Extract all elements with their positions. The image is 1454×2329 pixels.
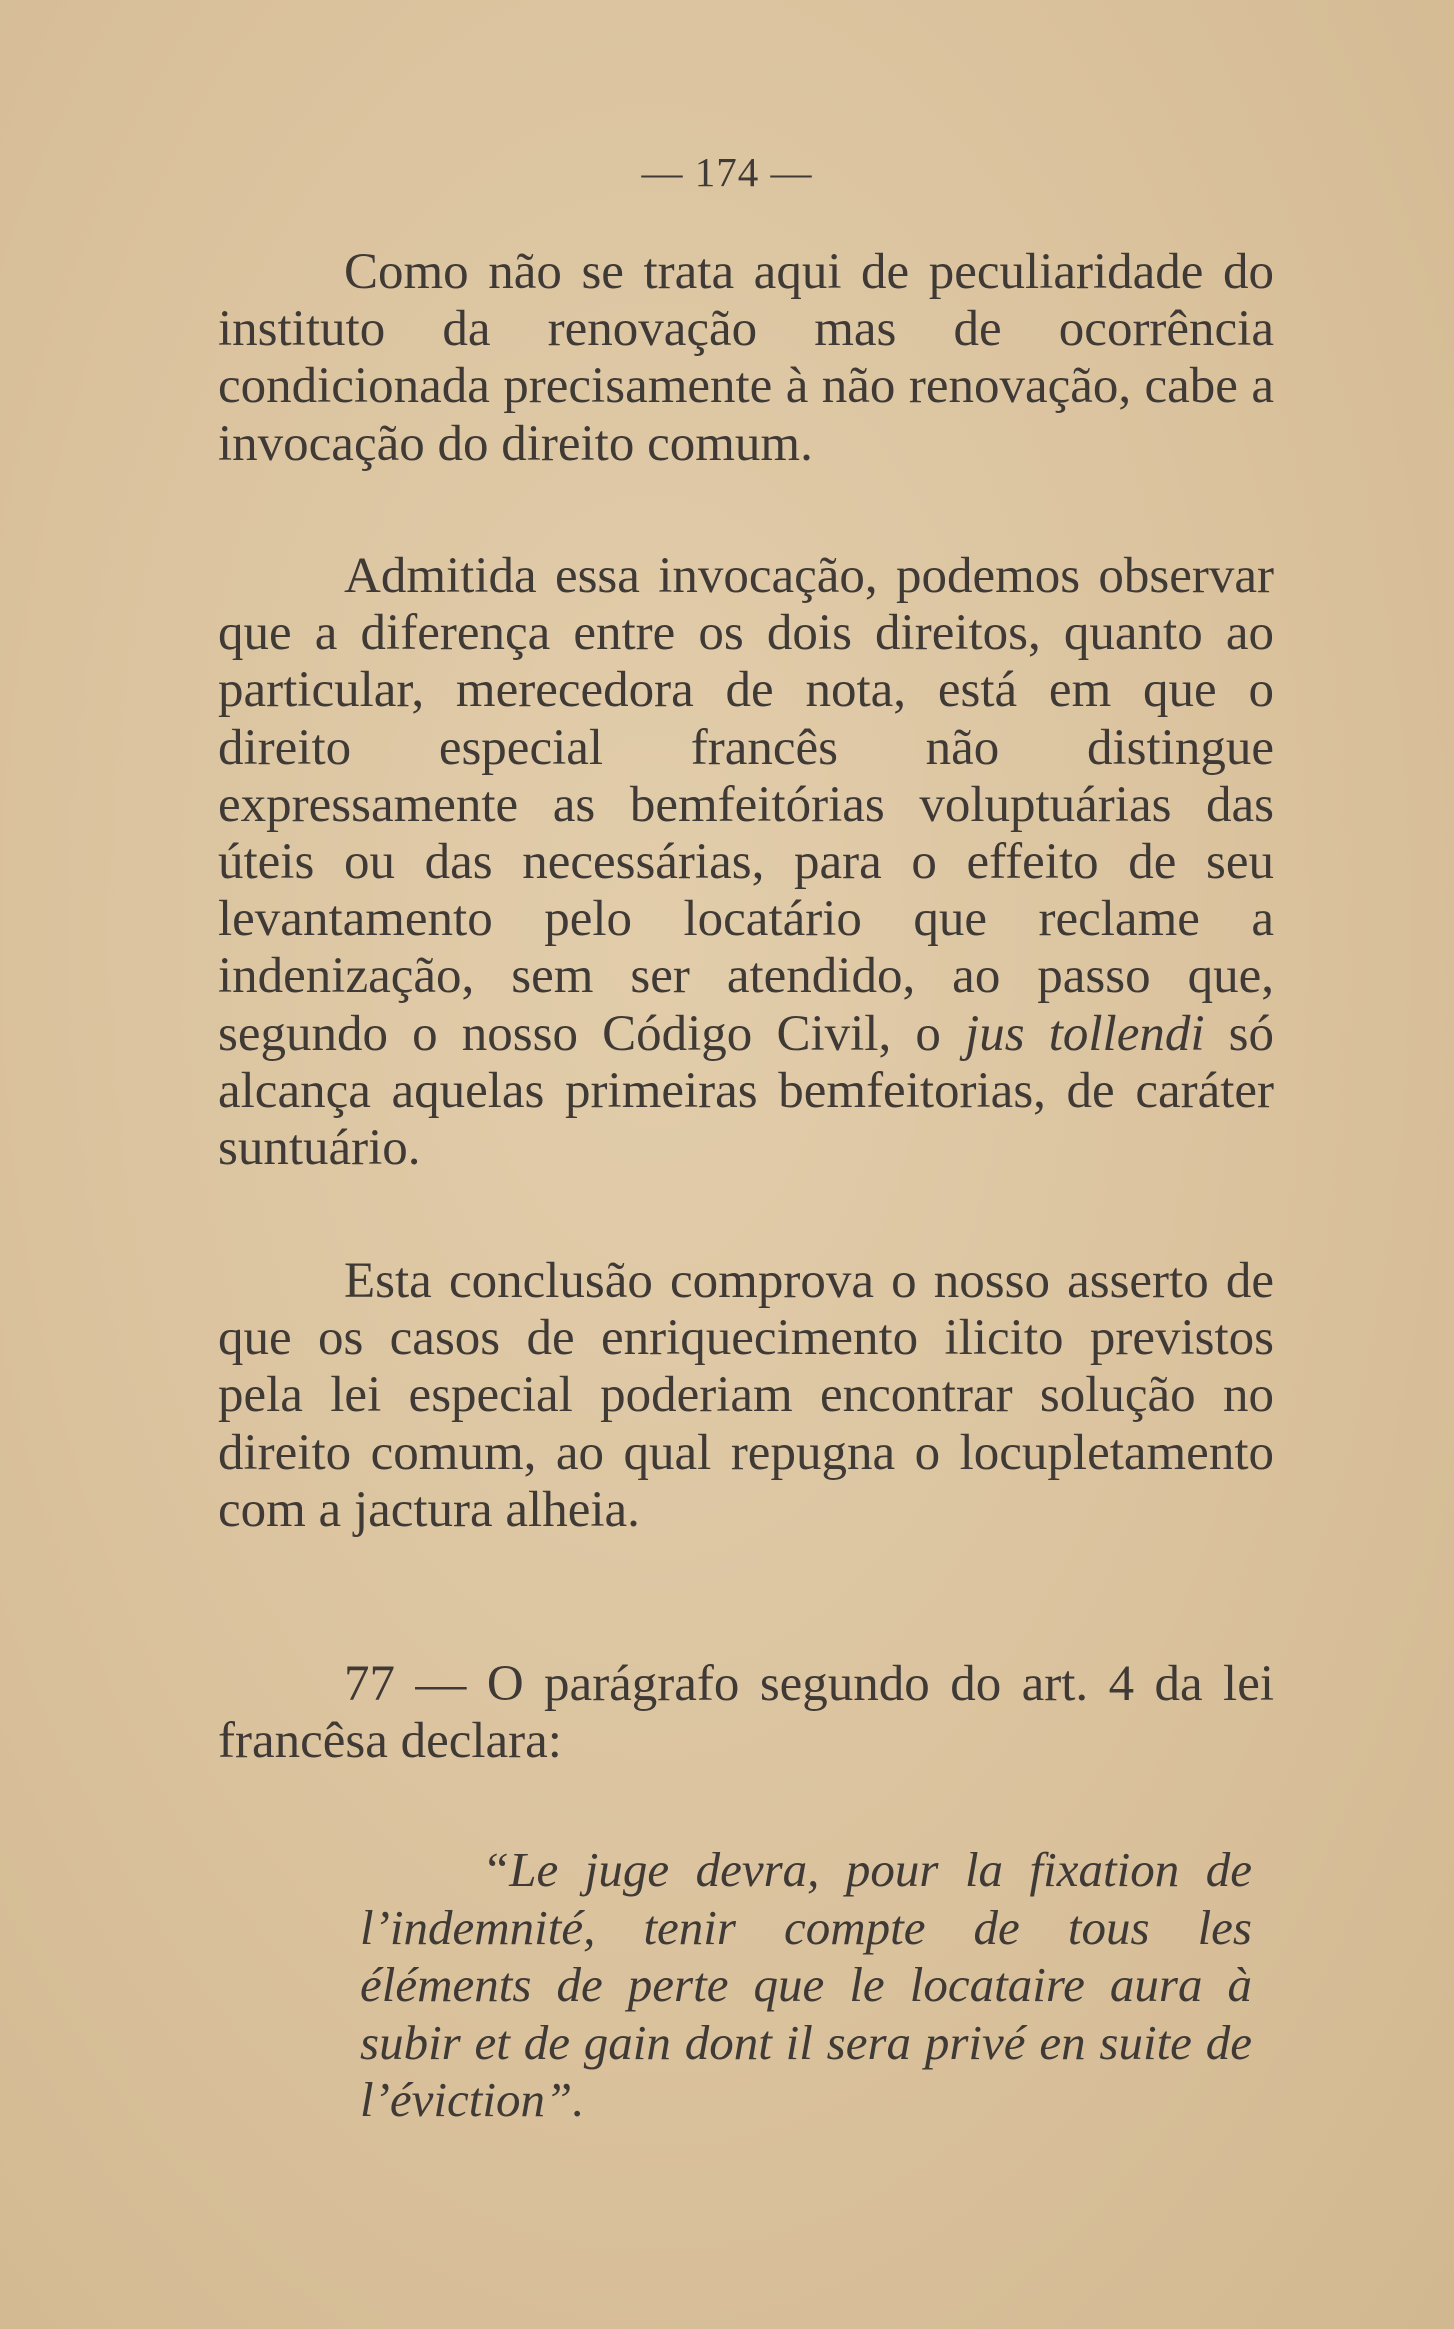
paragraph-2-end: só alcança aquelas primeiras bemfeitorias, de caráter suntuário.	[218, 1005, 1275, 1177]
paragraph-2	[218, 548, 1274, 1177]
paragraph-2-start: Admitida essa invocação, podemos observar que a diferença entre os dois direitos, quanto ao particular, merecedora de nota, está em que o direito especial francês não distingue expressamente as bemfeitórias voluptuárias das úteis ou das necessárias, para o effeito de seu levantamento pelo locatário que reclame a indenização, sem ser atendido, ao passo que, segundo o nosso Código Civil, o	[218, 548, 1274, 1062]
paragraph-3-text: Esta conclusão comprova o nosso asserto de que os casos de enriquecimento ilicito previstos pela lei especial poderiam encontrar solução no direito comum, ao qual repugna o locupletamento com a jactura alheia.	[218, 1253, 1274, 1538]
page-number: — 174 —	[641, 149, 813, 195]
latin-term: jus tollendi	[965, 1005, 1205, 1062]
paragraph-1	[218, 244, 1274, 473]
paragraph-1-text: Como não se trata aqui de peculiaridade do instituto da renovação mas de ocorrência condicionada precisamente à não renovação, cabe a invocação do direito comum.	[218, 244, 1274, 472]
french-quote: “Le juge devra, pour la fixation de l’indemnité, tenir compte de tous les éléments de perte que le locataire aura à subir et de gain dont il sera privé en suite de l’éviction”.	[360, 1842, 1252, 2127]
paragraph-3	[218, 1253, 1274, 1539]
paragraph-4-text: 77 — O parágrafo segundo do art. 4 da lei francêsa declara:	[218, 1656, 1274, 1770]
paragraph-2-text	[218, 548, 1274, 1177]
paragraph-4	[218, 1656, 1274, 1770]
